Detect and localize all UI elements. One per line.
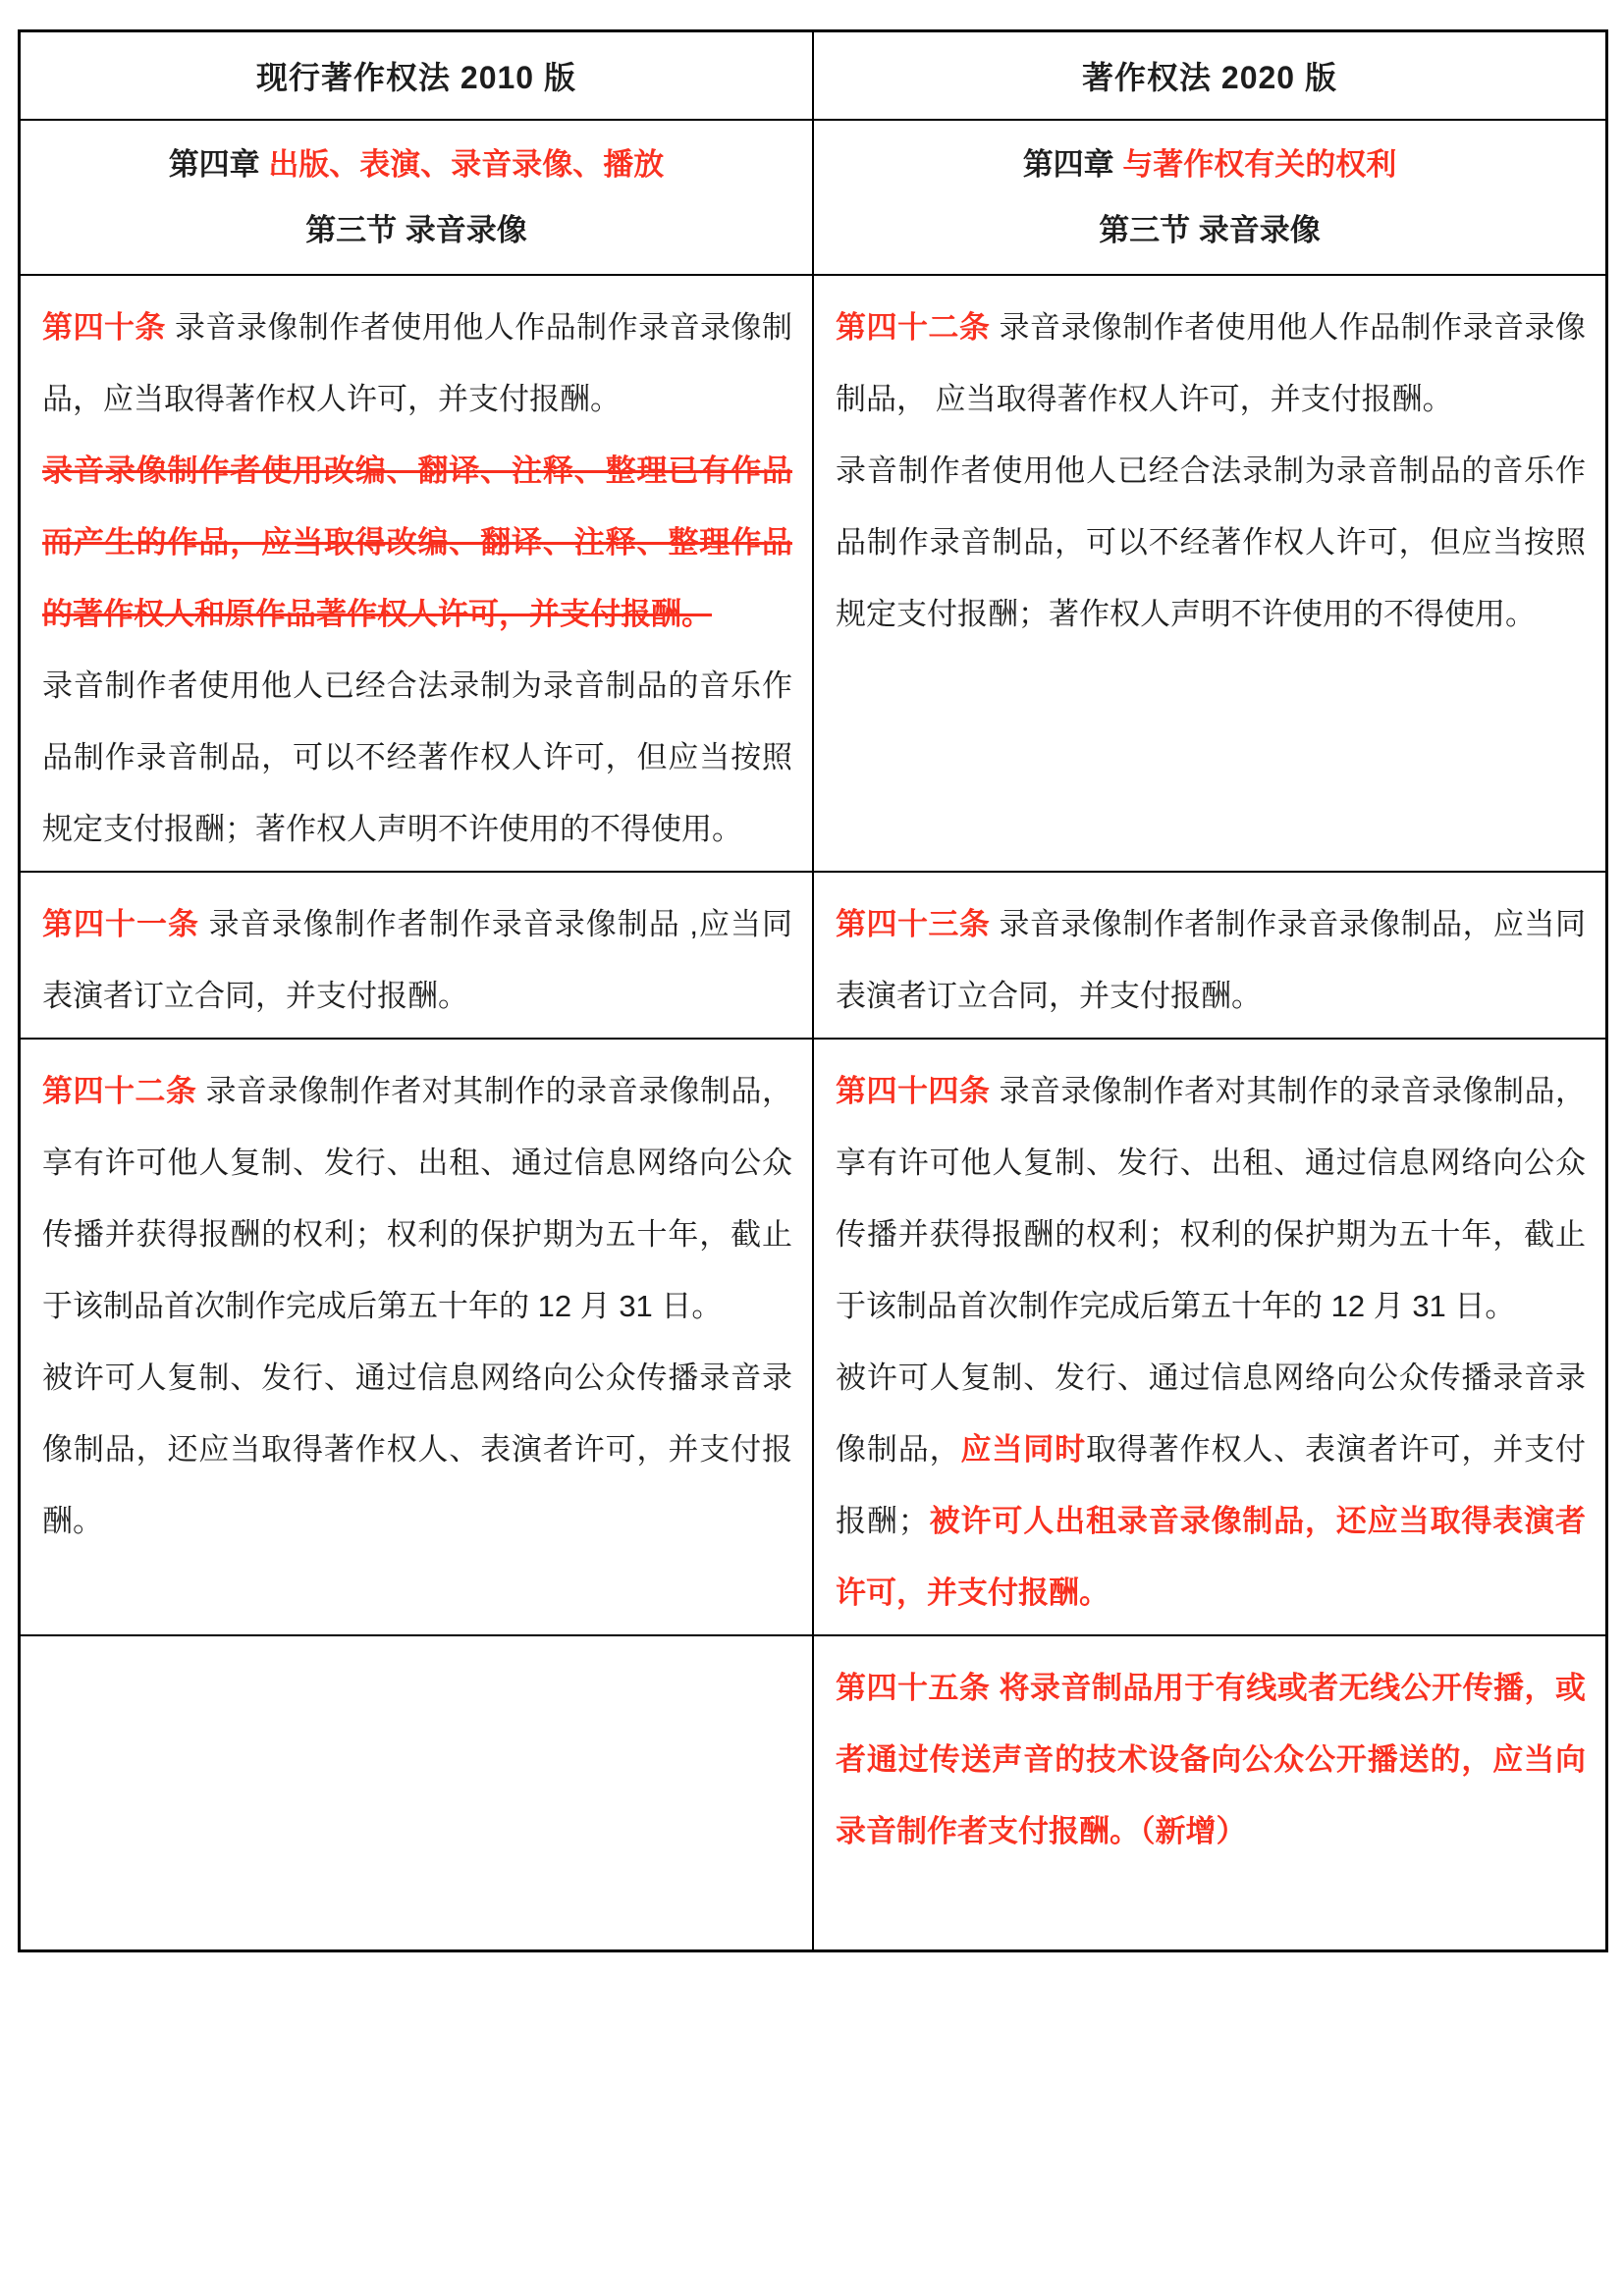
section-title-2010: 第三节 录音录像 — [305, 212, 527, 247]
paragraph — [824, 197, 1596, 263]
paragraph — [836, 435, 1586, 650]
paragraph — [836, 1055, 1586, 1342]
text-run: 被许可人复制、发行、通过信息网络向公众传播录音录像制品，还应当取得著作权人、表演者许可，并支付报酬。 — [42, 1360, 792, 1538]
chapter-title-2020: 与著作权有关的权利 — [1122, 146, 1397, 182]
paragraph — [836, 888, 1586, 1032]
text-run: 录音录像制作者对其制作的录音录像制品，享有许可他人复制、发行、出租、通过信息网络向公众传播并获得报酬的权利；权利的保护期为五十年，截止于该制品首次制作完成后第五十年的 12 月 31 日。 — [836, 1073, 1586, 1323]
text-run: 录音制作者使用他人已经合法录制为录音制品的音乐作品制作录音制品，可以不经著作权人许可，但应当按照规定支付报酬；著作权人声明不许使用的不得使用。 — [836, 453, 1586, 631]
paragraph — [836, 1652, 1586, 1867]
cell-2020-chapter — [813, 120, 1607, 275]
table-header-row — [20, 31, 1607, 120]
paragraph — [42, 435, 792, 650]
text-run: 录音制作者使用他人已经合法录制为录音制品的音乐作品制作录音制品，可以不经著作权人许可，但应当按照规定支付报酬；著作权人声明不许使用的不得使用。 — [42, 667, 792, 846]
chapter-row — [20, 120, 1607, 275]
row-article-45 — [20, 1635, 1607, 1951]
column-header-2010: 现行著作权法 2010 版 — [20, 31, 814, 120]
cell-article-41 — [20, 872, 814, 1039]
text-run: 被许可人复制、发行、通过信息网络向公众传播录音录像制品， — [836, 1360, 1586, 1467]
text-run: 录音录像制作者制作录音录像制品 ,应当同表演者订立合同，并支付报酬。 — [42, 906, 792, 1013]
paragraph — [836, 1342, 1586, 1629]
paragraph — [42, 1342, 792, 1557]
text-run: 取得著作权人、表演者许可，并支付报酬； — [836, 1431, 1587, 1538]
new-article-text: 将录音制品用于有线或者无线公开传播，或者通过传送声音的技术设备向公众公开播送的，应当向录音制作者支付报酬。 — [836, 1670, 1586, 1848]
cell-article-45 — [813, 1635, 1607, 1951]
paragraph — [824, 132, 1596, 197]
cell-article-40 — [20, 275, 814, 872]
paragraph — [836, 292, 1586, 435]
cell-empty — [20, 1635, 814, 1951]
chapter-title-2010: 出版、表演、录音录像、播放 — [268, 146, 665, 182]
paragraph — [42, 650, 792, 865]
added-clause: 被许可人出租录音录像制品，还应当取得表演者许可，并支付报酬。 — [836, 1503, 1587, 1610]
column-header-2020: 著作权法 2020 版 — [813, 31, 1607, 120]
row-articles-40-42 — [20, 275, 1607, 872]
paragraph — [42, 1055, 792, 1342]
added-phrase: 应当同时 — [960, 1431, 1086, 1467]
article-42-old-number: 第四十二条 — [42, 1073, 197, 1108]
chapter-number-2010: 第四章 — [168, 146, 269, 182]
article-41-number: 第四十一条 — [42, 906, 200, 941]
paragraph — [30, 132, 802, 197]
new-addition-label: （新增） — [1140, 1813, 1247, 1848]
text-run: 录音录像制作者对其制作的录音录像制品，享有许可他人复制、发行、出租、通过信息网络向公众传播并获得报酬的权利；权利的保护期为五十年，截止于该制品首次制作完成后第五十年的 12 月 31 日。 — [42, 1073, 792, 1323]
table-body — [20, 120, 1607, 1951]
article-45-number: 第四十五条 — [836, 1670, 991, 1705]
comparison-table — [18, 29, 1608, 1952]
section-title-2020: 第三节 录音录像 — [1099, 212, 1321, 247]
deleted-clause: 录音录像制作者使用改编、翻译、注释、整理已有作品而产生的作品，应当取得改编、翻译、注释、整理作品的著作权人和原作品著作权人许可，并支付报酬。 — [42, 453, 792, 631]
text-run: 录音录像制作者使用他人作品制作录音录像制品，应当取得著作权人许可，并支付报酬。 — [42, 309, 792, 416]
cell-article-43 — [813, 872, 1607, 1039]
paragraph — [30, 197, 802, 263]
article-43-number: 第四十三条 — [836, 906, 991, 941]
text-run: 录音录像制作者制作录音录像制品，应当同表演者订立合同，并支付报酬。 — [836, 906, 1586, 1013]
chapter-number-2020: 第四章 — [1022, 146, 1123, 182]
paragraph — [42, 292, 792, 435]
cell-article-42-new — [813, 275, 1607, 872]
paragraph — [42, 888, 792, 1032]
cell-article-44 — [813, 1039, 1607, 1635]
article-44-number: 第四十四条 — [836, 1073, 991, 1108]
article-40-number: 第四十条 — [42, 309, 166, 345]
row-articles-42-44 — [20, 1039, 1607, 1635]
text-run: 录音录像制作者使用他人作品制作录音录像制品， 应当取得著作权人许可，并支付报酬。 — [836, 309, 1586, 416]
cell-2010-chapter — [20, 120, 814, 275]
row-articles-41-43 — [20, 872, 1607, 1039]
article-42-number: 第四十二条 — [836, 309, 991, 345]
cell-article-42-old — [20, 1039, 814, 1635]
